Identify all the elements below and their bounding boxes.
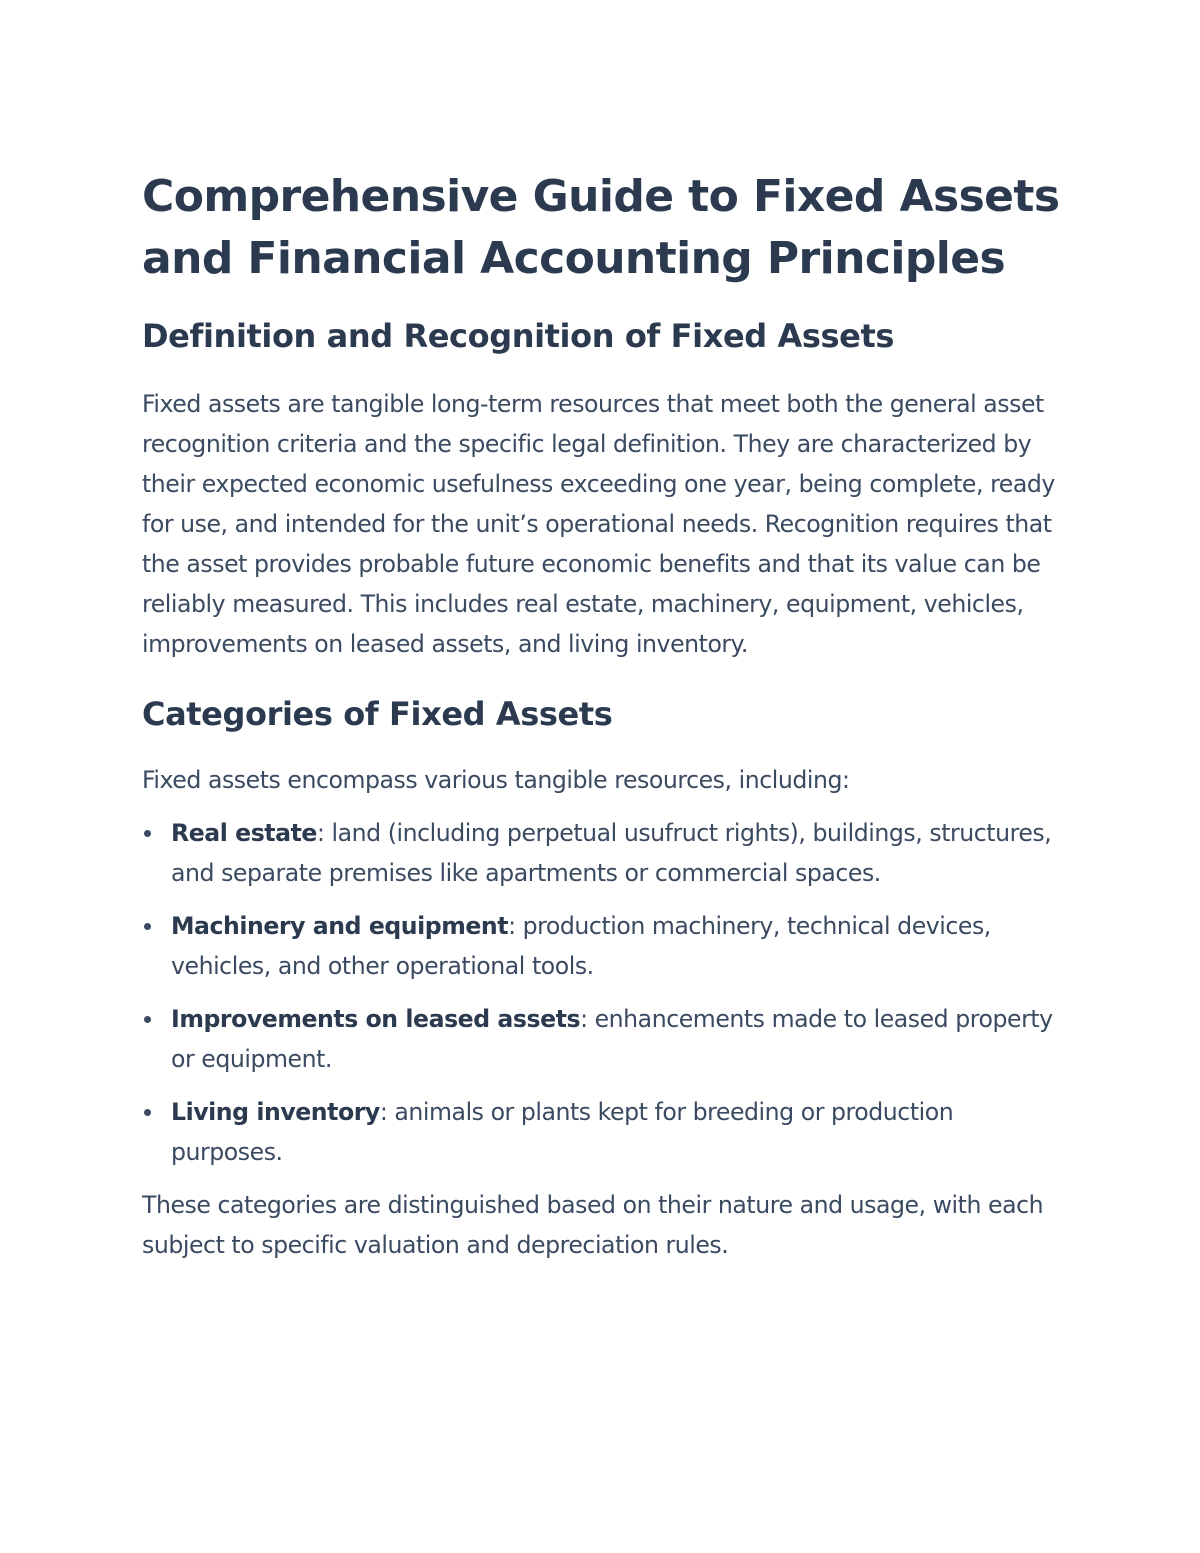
section-categories xyxy=(142,694,1062,1265)
section-heading-definition: Definition and Recognition of Fixed Assets xyxy=(142,317,894,355)
list-item-term: Living inventory xyxy=(171,1098,380,1126)
document-title: Comprehensive Guide to Fixed Assets and Financial Accounting Principles xyxy=(142,171,1060,284)
list-item-text: : production machinery, technical devices, vehicles, and other operational tools. xyxy=(171,912,991,980)
categories-intro: Fixed assets encompass various tangible resources, including: xyxy=(142,766,850,794)
list-item-text: : land (including perpetual usufruct rights), buildings, structures, and separate premises like apartments or commercial spaces. xyxy=(171,819,1052,887)
list-item-term: Machinery and equipment xyxy=(171,912,509,940)
bullet-icon xyxy=(144,1016,151,1023)
list-item-improvements xyxy=(142,999,1062,1079)
bullet-icon xyxy=(144,1109,151,1116)
list-item-living-inventory xyxy=(142,1092,1062,1172)
section-definition xyxy=(142,316,1062,664)
categories-list xyxy=(142,813,1062,1172)
bullet-icon xyxy=(144,830,151,837)
list-item-text: : enhancements made to leased property or equipment. xyxy=(171,1005,1053,1073)
section-heading-categories: Categories of Fixed Assets xyxy=(142,695,613,733)
document-page xyxy=(142,166,1062,1265)
list-item-text: : animals or plants kept for breeding or production purposes. xyxy=(171,1098,954,1166)
bullet-icon xyxy=(144,923,151,930)
list-item-real-estate xyxy=(142,813,1062,893)
list-item-term: Improvements on leased assets xyxy=(171,1005,581,1033)
list-item-machinery xyxy=(142,906,1062,986)
definition-paragraph: Fixed assets are tangible long-term resources that meet both the general asset recognition criteria and the specific legal definition. They are characterized by their expected economic usefulness exceeding one year, being complete, ready for use, and intended for the unit’s operational needs. Recognition requires that the asset provides probable future economic benefits and that its value can be reliably measured. This includes real estate, machinery, equipment, vehicles, improvements on leased assets, and living inventory. xyxy=(142,390,1055,658)
categories-closing: These categories are distinguished based on their nature and usage, with each subject to specific valuation and depreciation rules. xyxy=(142,1191,1044,1259)
list-item-term: Real estate xyxy=(171,819,317,847)
